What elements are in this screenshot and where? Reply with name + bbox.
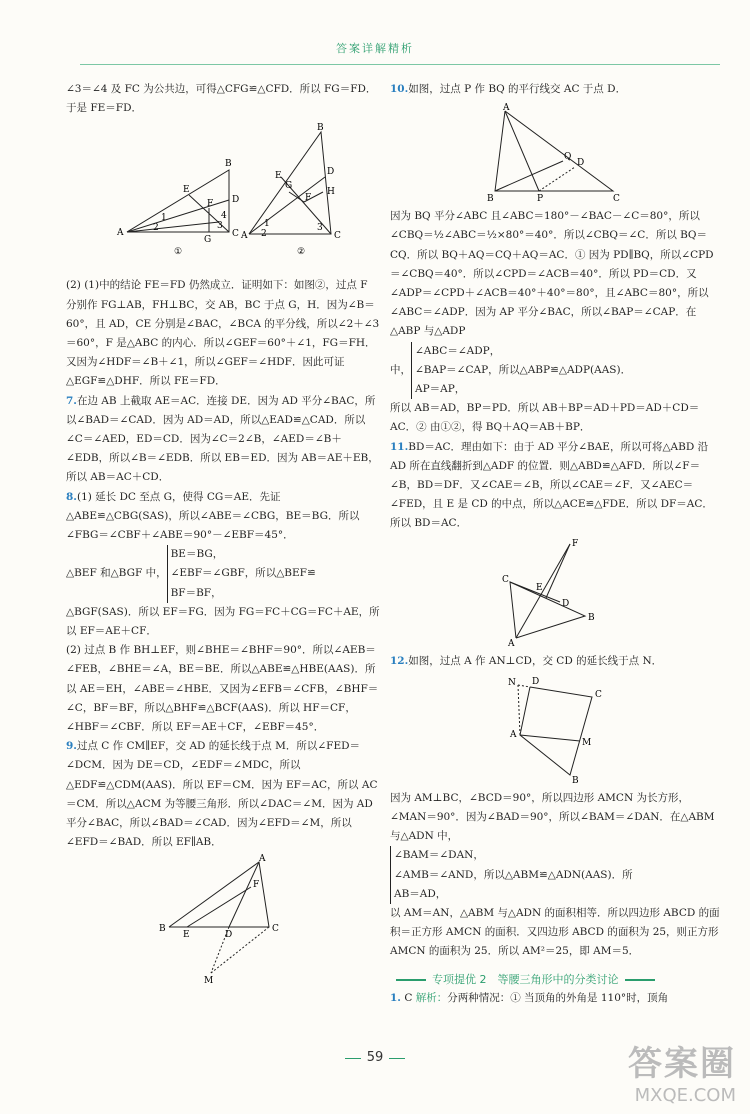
text-left-q8b_brace-0: BE＝BG， — [170, 548, 224, 561]
label-2b: 2 — [260, 229, 267, 240]
text-figure_labels-f9-3: D — [224, 929, 232, 940]
answer-6-continued: ∠3＝∠4 及 FC 为公共边，可得△CFG≌△CFD．所以 FG＝FD．于是 FE＝FD． — [66, 83, 377, 115]
text-watermark-line1: 答案圈 — [628, 1044, 736, 1084]
text-figure_labels-f9-0: A — [258, 853, 265, 864]
label-C: C — [231, 229, 239, 240]
s2-q1-answer: C — [404, 991, 413, 1004]
text-figure_labels-f10-5: D — [577, 158, 585, 169]
text-right-q10_brace-1: ∠BAP＝∠CAP，所以△ABP≌△ADP(AAS)． — [415, 363, 632, 376]
label-H2: H — [326, 187, 335, 198]
label-2: 2 — [152, 223, 159, 234]
label-G2: G — [284, 181, 292, 192]
label-D2: D — [326, 167, 334, 178]
text-figure_labels-f12-0: A — [510, 729, 517, 740]
answer-8d: (2) 过点 B 作 BH⊥EF，则∠BHE＝∠BHF＝90°．所以∠AEB＝∠FEB，∠BHE＝∠A，BE＝BE．所以△ABE≌△HBE(AAS)．所以 AE＝EH，∠ABE＝∠HBE．又因为∠EFB＝∠CFB，∠BHF＝∠C，BF＝BF，所以△BHF≌△BCF(AAS)．所以 HF＝CF，∠HBF＝∠CBF．所以 EF＝AE＋CF，∠EBF＝45°． — [66, 644, 379, 734]
section-heading — [390, 970, 720, 989]
text-figure_labels-f9-5: F — [252, 879, 259, 890]
label-F: F — [206, 199, 213, 210]
text-figure_labels-f10-3: P — [537, 194, 544, 205]
text-right-q10_brace-2: AP＝AP， — [415, 383, 466, 396]
answer-8c: △BGF(SAS)．所以 EF＝FG．因为 FG＝FC＋CG＝FC＋AE，所以 EF＝AE＋CF． — [66, 605, 380, 638]
figure-12 — [500, 675, 610, 785]
label-3b: 3 — [316, 223, 323, 234]
answer-11: BD＝AC．理由如下：由于 AD 平分∠BAE，所以可将△ABD 沿 AD 所在直线翻折到△ADF 的位置．则△ABD≌△AFD．所以∠F＝∠B，BD＝DF．又∠CAE＝∠B，所以∠CAE＝∠F．又∠AEC＝∠FED，且 E 是 CD 的中点，所以△ACE≌△FDE．所以 DF＝AC．所以 BD＝AC． — [390, 440, 713, 530]
text-left-q8b_brace-2: BF＝BF， — [170, 586, 222, 599]
text-figure_labels-f11-0: A — [508, 638, 515, 649]
answer-12b: 因为 AM⊥BC，∠BCD＝90°，所以四边形 AMCN 为长方形，∠MAN＝90°．因为∠BAD＝90°，所以∠BAM＝∠DAN．在△ABM 与△ADN 中， — [390, 791, 715, 843]
label-D: D — [231, 195, 239, 206]
text-figure_labels-f11-1: B — [588, 612, 595, 623]
text-right-q12_brace-1: ∠AMB＝∠AND，所以△ABM≌△ADN(AAS)．所 — [394, 868, 633, 881]
label-B: B — [224, 159, 232, 170]
text-figure_labels-f10-0: A — [503, 103, 510, 114]
s2-q1-number: 1. — [390, 991, 401, 1004]
answer-12a: 如图，过点 A 作 AN⊥CD，交 CD 的延长线于点 N． — [408, 654, 663, 667]
text-figure_labels-f12-5: N — [508, 677, 516, 688]
left-column — [66, 80, 381, 991]
q12-number: 12. — [390, 654, 409, 667]
text-figure_labels-f11-3: D — [562, 598, 570, 609]
q7-number: 7. — [66, 394, 77, 407]
s2-q1-text: 分两种情况：① 当顶角的外角是 110°时，顶角 — [447, 991, 669, 1004]
text-right-q10_brace-0: ∠ABC＝∠ADP， — [415, 344, 501, 357]
answer-9: 过点 C 作 CM∥EF，交 AD 的延长线于点 M．所以∠FED＝∠DCM．因为 DE＝CD，∠EDF＝∠MDC，所以△EDF≌△CDM(AAS)．所以 EF＝CM．因为 EF＝AC，所以 AC＝CM．所以△ACM 为等腰三角形．所以∠DAC＝∠M．因为 AD 平分∠BAC，所以∠BAD＝∠CAD．因为∠EFD＝∠M，所以∠EFD＝∠BAD．所以 EF∥AB． — [66, 740, 378, 849]
text-figure_labels-f12-2: C — [595, 689, 602, 700]
answer-6-part2: (2) (1)中的结论 FE＝FD 仍然成立．证明如下：如图②，过点 F 分别作 FG⊥AB，FH⊥BC，交 AB，BC 于点 G，H．因为∠B＝60°，且 AD，CE 分别是∠BAC，∠BCA 的平分线，所以∠2＋∠3＝60°，F 是△ABC 的内心．所以∠GEF＝60°＋∠1，FG＝FH．又因为∠HDF＝∠B＋∠1，所以∠GEF＝∠HDF．因此可证△EGF≌△DHF．所以 FE＝FD． — [66, 279, 380, 388]
text-figure_labels-f9-6: M — [203, 975, 213, 986]
watermark — [628, 1036, 736, 1106]
text-figure_labels-f10-4: Q — [564, 152, 572, 163]
text-right-section: 专项提优 2 等腰三角形中的分类讨论 — [432, 972, 619, 986]
figure-11 — [500, 538, 610, 648]
label-A: A — [116, 228, 123, 239]
answer-12c: 以 AM＝AN，△ABM 与△ADN 的面积相等．所以四边形 ABCD 的面积＝正方形 AMCN 的面积．又四边形 ABCD 的面积为 25，则正方形 AMCN 的面积为 25．所以 AM²＝25，即 AM＝5． — [390, 907, 720, 958]
label-E: E — [182, 185, 190, 196]
figure-10 — [485, 103, 625, 203]
analysis-tag: 解析： — [415, 991, 448, 1004]
label-4: 4 — [220, 211, 227, 222]
label-G: G — [203, 235, 211, 246]
label-1: 1 — [160, 213, 167, 224]
text-left-q8b_brace-1: ∠EBF＝∠GBF，所以△BEF≌ — [170, 567, 316, 580]
q8-number: 8. — [66, 490, 77, 503]
page-number: 59 — [345, 1050, 405, 1065]
q9-number: 9. — [66, 740, 77, 753]
header-rule — [80, 64, 720, 65]
q10-number: 10. — [390, 83, 409, 95]
text-figure_labels-f11-5: F — [572, 538, 579, 549]
label-F2: F — [304, 193, 311, 204]
text-figure_labels-f11-2: C — [502, 574, 509, 585]
figure-9 — [149, 853, 299, 987]
answer-8-brace — [66, 545, 381, 603]
text-right-q12_brace-2: AB＝AD， — [394, 887, 447, 900]
answer-12-brace — [390, 846, 720, 904]
text-figure_labels-f12-1: B — [572, 775, 579, 786]
answer-7: 在边 AB 上截取 AE＝AC．连接 DE．因为 AD 平分∠BAC，所以∠BAD＝∠CAD．因为 AD＝AD，所以△EAD≌△CAD．所以∠C＝∠AED，ED＝CD．因为∠C＝2∠B，∠AED＝∠B＋∠EDB，所以∠B＝∠EDB．所以 EB＝ED．因为 AB＝AE＋EB，所以 AB＝AC＋CD． — [66, 394, 379, 484]
figure-1-label: ① — [173, 247, 182, 258]
answer-8a: (1) 延长 DC 至点 G，使得 CG＝AE．先证△ABE≌△CBG(SAS)，所以∠ABE＝∠CBG，BE＝BG．所以∠FBG＝∠CBF＋∠ABE＝90°－∠EBF＝45°． — [66, 490, 360, 542]
answer-10-brace — [390, 342, 720, 400]
label-B2: B — [316, 123, 324, 134]
text-figure_labels-f10-2: C — [613, 194, 620, 205]
text-figure_labels-f9-1: B — [158, 923, 166, 934]
text-figure_labels-f11-4: E — [536, 582, 543, 593]
text-figure_labels-f12-4: M — [582, 737, 592, 748]
text-figure_labels-f9-4: E — [182, 929, 190, 940]
text-right-q10_mid: 中， — [390, 363, 411, 376]
text-right-q12_brace-0: ∠BAM＝∠DAN， — [394, 849, 484, 862]
label-1b: 1 — [263, 219, 270, 230]
text-left-q8b_intro: △BEF 和△BGF 中， — [66, 567, 167, 580]
answer-10a: 如图，过点 P 作 BQ 的平行线交 AC 于点 D． — [408, 83, 627, 95]
right-column — [390, 80, 720, 1008]
label-A2: A — [240, 231, 247, 242]
label-E2: E — [274, 171, 282, 182]
page-header: 答案详解精析 — [336, 42, 414, 55]
figure-6 — [109, 122, 339, 272]
text-figure_labels-f12-3: D — [532, 676, 540, 687]
label-3: 3 — [216, 221, 223, 232]
label-C2: C — [333, 231, 341, 242]
text-figure_labels-f9-2: C — [271, 923, 279, 934]
figure-2-label: ② — [296, 247, 305, 258]
q11-number: 11. — [390, 440, 409, 453]
answer-10c: 所以 AB＝AD，BP＝PD．所以 AB＋BP＝AD＋PD＝AD＋CD＝AC．② 由①②，得 BQ＋AQ＝AB＋BP． — [390, 402, 700, 434]
answer-10b: 因为 BQ 平分∠ABC 且∠ABC＝180°－∠BAC－∠C＝80°，所以∠CBQ＝½∠ABC＝½×80°＝40°．所以∠CBQ＝∠C．所以 BQ＝CQ．所以 BQ＋AQ＝CQ＋AQ＝AC．① 因为 PD∥BQ，所以∠CPD＝∠CBQ＝40°．所以∠CPD＝∠ACB＝40°．所以 PD＝CD．又∠ADP＝∠CPD＋∠ACB＝40°＋40°＝80°，且∠ABC＝80°，所以∠ABC＝∠ADP．因为 AP 平分∠BAC，所以∠BAP＝∠CAP．在△ABP 与△ADP — [390, 210, 714, 338]
text-figure_labels-f10-1: B — [487, 194, 494, 205]
text-watermark-line2: MXQE.COM — [634, 1085, 736, 1106]
